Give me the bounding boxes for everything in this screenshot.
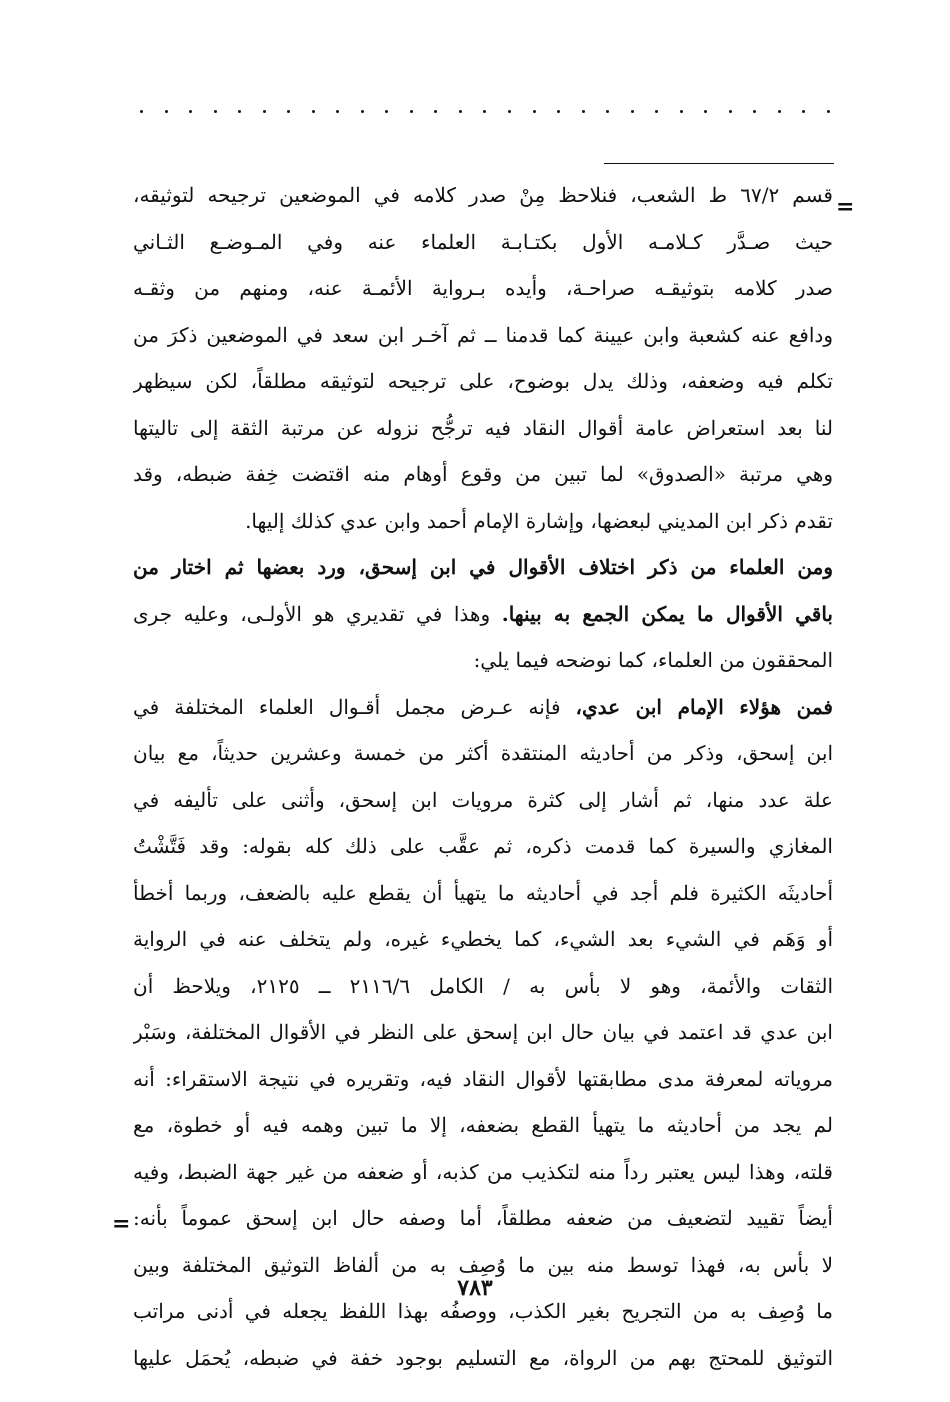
separator-dot [680,110,683,113]
separator-dot [336,110,339,113]
separator-dot [704,110,707,113]
text-line [133,591,833,638]
text-line: لنا بعد استعراض عامة أقوال النقاد فيه ترجُّح نزوله عن مرتبة الثقة إلى تاليتها [133,415,833,440]
text-line: صدر كلامه بتوثيقـه صراحـة، وأيده بـرواية الأئمـة عنه، ومنهم من وثقـه [133,276,833,300]
separator-dot [557,110,560,113]
separator-dot [434,110,437,113]
text-line: قلته، وهذا ليس يعتبر رداً منه لتكذيب من كذبه، أو ضعفه من غير جهة الضبط، وفيه [133,1159,833,1184]
separator-dot [631,110,634,113]
separator-dot [655,110,658,113]
dotted-separator [140,104,830,118]
separator-dot [729,110,732,113]
separator-dot [410,110,413,113]
continuation-marker-top: = [836,194,855,220]
text-line: المغازي والسيرة كما قدمت ذكره، ثم عقَّب على ذلك كله بقوله: وقد فَتَّشْتُ [133,834,833,858]
continuation-marker-bottom: = [112,1211,131,1237]
text-line: ما وُصِف به من التجريح بغير الكذب، ووصفُه بهذا اللفظ يجعله في أدنى مراتب [133,1299,833,1323]
footnote-text-block [133,172,833,1381]
text-line: تكلم فيه وضعفه، وذلك يدل بوضوح، على ترجيحه لتوثيقه مطلقاً، لكن سيظهر [133,369,833,393]
separator-dot [827,110,830,113]
text-line: الثقات والأئمة، وهو لا بأس به / الكامل ٢١١٦/٦ ــ ٢١٢٥، ويلاحظ أن [133,973,833,998]
text-line: مروياته لمعرفة مدى مطابقتها لأقوال النقاد فيه، وتقريره في نتيجة الاستقراء: أنه [133,1066,833,1091]
page-number: ٧٨٣ [457,1275,493,1301]
separator-dot [263,110,266,113]
regular-phrase: وهذا في تقديري هو الأولـى، وعليه جرى [133,601,502,626]
bold-phrase: فمن هؤلاء الإمام ابن عدي، [575,694,833,719]
text-line: المحققون من العلماء، كما نوضحه فيما يلي: [473,648,833,672]
separator-dot [802,110,805,113]
separator-dot [753,110,756,113]
separator-dot [189,110,192,113]
text-line [133,544,833,591]
text-line: ودافع عنه كشعبة وابن عيينة كما قدمنا ــ ثم آخـر ابن سعد في الموضعين ذكرَ من [133,322,833,347]
separator-dot [606,110,609,113]
separator-dot [238,110,241,113]
text-line: ابن عدي قد اعتمد في بيان حال ابن إسحق على النظر في الأقوال المختلفة، وسَبْر [133,1020,833,1044]
separator-dot [140,110,143,113]
text-line: لا بأس به، فهذا توسط منه بين ما وُصِف به من ألفاظ التوثيق المختلفة وبين [133,1252,833,1277]
text-line [133,684,833,731]
text-line: علة عدد منها، ثم أشار إلى كثرة مرويات ابن إسحق، وأثنى على تأليفه في [133,787,833,812]
text-line: قسم ٦٧/٢ ط الشعب، فنلاحظ مِنْ صدر كلامه في الموضعين ترجيحه لتوثيقه، [133,183,833,207]
separator-dot [582,110,585,113]
separator-dot [165,110,168,113]
text-line: حيث صـدَّر كـلامـه الأول بكتـابـة العلماء عنه وفي المـوضـع الثـاني [133,229,833,254]
separator-dot [508,110,511,113]
bold-phrase: باقي الأقوال ما يمكن الجمع به بينها. [501,601,833,626]
separator-dot [312,110,315,113]
text-line: أو وَهَم في الشيء بعد الشيء، كما يخطيء غيره، ولم يتخلف عنه في الرواية [133,927,833,951]
text-line: ابن إسحق، وذكر من أحاديثه المنتقدة أكثر من خمسة وعشرين حديثاً، مع بيان [133,741,833,765]
text-line: التوثيق للمحتج بهم من الرواة، مع التسليم بوجود خفة في ضبطه، يُحمَل عليها [133,1345,833,1370]
separator-dot [361,110,364,113]
bold-phrase: ومن العلماء من ذكر اختلاف الأقوال في ابن إسحق، ورد بعضها ثم اختار من [133,555,833,579]
regular-phrase: فإنه عـرض مجمل أقـوال العلماء المختلفة في [133,694,576,719]
separator-dot [533,110,536,113]
separator-dot [287,110,290,113]
separator-dot [459,110,462,113]
separator-dot [778,110,781,113]
text-line: أيضاً تقييد لتضعيف من ضعفه مطلقاً، أما وصفه حال ابن إسحق عموماً بأنه: [133,1206,833,1230]
footnote-rule [604,163,834,164]
text-line: تقدم ذكر ابن المديني لبعضها، وإشارة الإمام أحمد وابن عدي كذلك إليها. [245,508,833,533]
text-line: وهي مرتبة «الصدوق» لما تبين من وقوع أوهام منه اقتضت خِفة ضبطه، وقد [133,462,833,486]
separator-dot [385,110,388,113]
text-line: أحاديثَه الكثيرة فلم أجد في أحاديثه ما يتهيأ أن يقطع عليه بالضعف، وربما أخطأ [133,880,833,905]
separator-dot [214,110,217,113]
separator-dot [483,110,486,113]
text-line: لم يجد من أحاديثه ما يتهيأ القطع بضعفه، إلا ما تبين وهمه فيه أو خطوة، مع [133,1113,833,1137]
